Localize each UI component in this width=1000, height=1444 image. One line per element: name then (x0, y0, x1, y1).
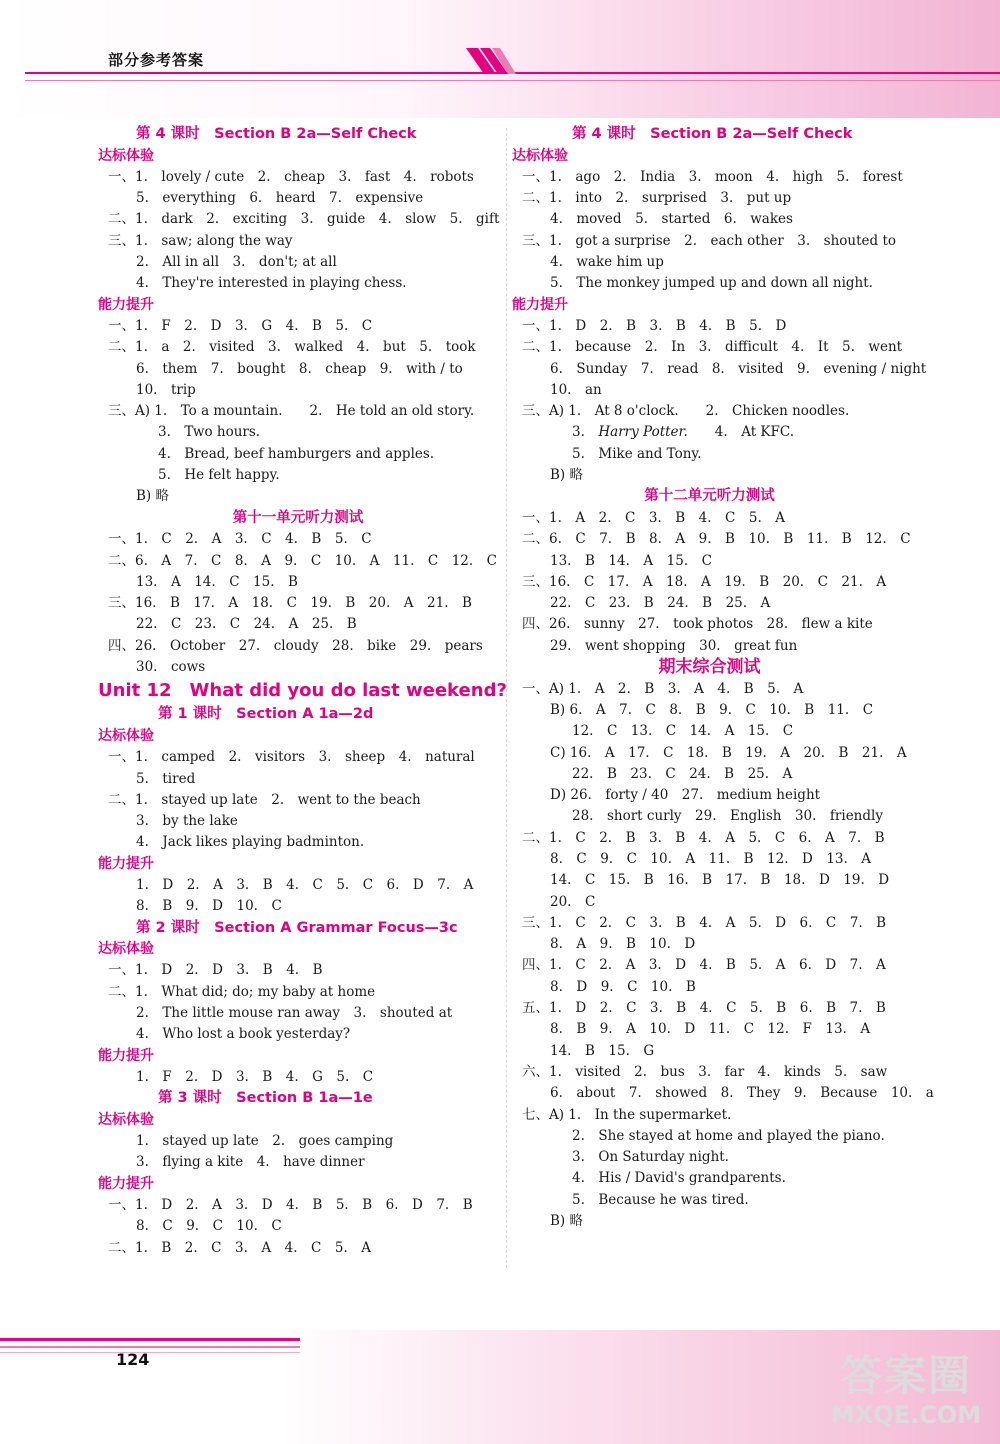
footer-rule (0, 1352, 300, 1353)
subsection-label: 达标体验 (512, 147, 568, 164)
answer-line: 四、26. October 27. cloudy 28. bike 29. pears (108, 637, 483, 654)
answer-line: 4. Bread, beef hamburgers and apples. (158, 445, 435, 462)
answer-line: 30. cows (136, 659, 206, 676)
answer-line: 4. wake him up (550, 254, 664, 271)
answer-line: 2. The little mouse ran away 3. shouted at (136, 1005, 453, 1022)
answer-line: 1. D 2. A 3. B 4. C 5. C 6. D 7. A (136, 876, 474, 893)
answer-line: 4. Who lost a book yesterday? (136, 1026, 351, 1043)
answer-line: 22. C 23. B 24. B 25. A (550, 595, 771, 612)
subsection-label: 能力提升 (98, 296, 154, 313)
watermark-logo-text: 答案圈 (839, 1351, 972, 1400)
subsection-label: 达标体验 (98, 147, 154, 164)
answer-line: 4. moved 5. started 6. wakes (550, 211, 793, 228)
answer-line: 6. Sunday 7. read 8. visited 9. evening / night (550, 360, 927, 377)
answer-line: 一、1. C 2. A 3. C 4. B 5. C (108, 531, 372, 548)
answer-line: 6. about 7. showed 8. They 9. Because 10. a (550, 1085, 934, 1102)
answer-line: 1. stayed up late 2. goes camping (136, 1133, 394, 1150)
subsection-label: 达标体验 (98, 1111, 154, 1128)
answer-line: 3. On Saturday night. (572, 1149, 729, 1166)
subsection-label: 能力提升 (98, 1047, 154, 1064)
answer-line: 2. She stayed at home and played the piano. (572, 1127, 885, 1144)
section-heading: 第 2 课时 Section A Grammar Focus—3c (136, 919, 458, 936)
subsection-label: 能力提升 (98, 1175, 154, 1192)
answer-line: 三、16. C 17. A 18. A 19. B 20. C 21. A (522, 573, 887, 590)
answer-line: 二、6. A 7. C 8. A 9. C 10. A 11. C 12. C (108, 552, 497, 569)
answers-left-column (98, 124, 507, 1259)
answer-line: 二、1. because 2. In 3. difficult 4. It 5. went (522, 339, 903, 356)
answer-line: 一、1. D 2. A 3. D 4. B 5. B 6. D 7. B (108, 1197, 473, 1214)
answer-line: 一、1. D 2. B 3. B 4. B 5. D (522, 317, 787, 334)
answer-line: 4. Jack likes playing badminton. (136, 834, 365, 851)
answer-line: B) 略 (136, 488, 169, 505)
answer-line: 3. Harry Potter. 4. At KFC. (572, 424, 795, 441)
watermark (818, 1352, 994, 1430)
answer-line: 5. The monkey jumped up and down all night. (550, 275, 873, 292)
answer-line: 1. F 2. D 3. B 4. G 5. C (136, 1068, 374, 1085)
subsection-label: 达标体验 (98, 941, 154, 958)
answer-line: 28. short curly 29. English 30. friendly (572, 808, 883, 825)
answer-line: 6. them 7. bought 8. cheap 9. with / to (136, 360, 463, 377)
answer-line: 二、1. B 2. C 3. A 4. C 5. A (108, 1239, 371, 1256)
answer-line: B) 6. A 7. C 8. B 9. C 10. B 11. C (550, 701, 874, 718)
answer-line: 14. C 15. B 16. B 17. B 18. D 19. D (550, 872, 890, 889)
answer-line: 5. tired (136, 770, 196, 787)
answer-line: 四、26. sunny 27. took photos 28. flew a kite (522, 616, 873, 633)
book-title: Harry Potter. (598, 424, 688, 441)
answer-line: 一、A) 1. A 2. B 3. A 4. B 5. A (522, 680, 804, 697)
answer-line: 二、1. stayed up late 2. went to the beach (108, 791, 421, 808)
answer-line: 一、1. A 2. C 3. B 4. C 5. A (522, 509, 785, 526)
answer-line: 13. B 14. A 15. C (550, 552, 712, 569)
answer-line: 三、A) 1. To a mountain. 2. He told an old story. (108, 403, 475, 420)
answer-line: 三、1. saw; along the way (108, 232, 293, 249)
answer-line: 二、1. C 2. B 3. B 4. A 5. C 6. A 7. B (522, 829, 885, 846)
answer-line: 三、16. B 17. A 18. C 19. B 20. A 21. B (108, 595, 472, 612)
answer-line: 二、1. What did; do; my baby at home (108, 983, 376, 1000)
answer-line: 六、1. visited 2. bus 3. far 4. kinds 5. saw (522, 1063, 888, 1080)
answer-line: 三、A) 1. At 8 o'clock. 2. Chicken noodles. (522, 403, 850, 420)
page-number: 124 (116, 1350, 150, 1369)
answer-line: 三、1. got a surprise 2. each other 3. shouted to (522, 232, 896, 249)
section-heading: 第 1 课时 Section A 1a—2d (158, 706, 374, 723)
answer-line: 三、1. C 2. C 3. B 4. A 5. D 6. C 7. B (522, 914, 887, 931)
subsection-label: 能力提升 (512, 296, 568, 313)
answer-line: 二、1. a 2. visited 3. walked 4. but 5. took (108, 339, 476, 356)
answer-line: 七、A) 1. In the supermarket. (522, 1106, 732, 1123)
answer-line: 5. everything 6. heard 7. expensive (136, 190, 424, 207)
section-heading: 期末综合测试 (658, 657, 761, 678)
section-heading: 第十二单元听力测试 (644, 488, 775, 505)
answer-line: 8. C 9. C 10. C (136, 1218, 282, 1235)
header-stripes-icon (462, 48, 516, 74)
answer-line: 五、1. D 2. C 3. B 4. C 5. B 6. B 7. B (522, 1000, 886, 1017)
answer-line: 一、1. lovely / cute 2. cheap 3. fast 4. robots (108, 168, 474, 185)
answer-line: 10. an (550, 381, 602, 398)
answer-line: 四、1. C 2. A 3. D 4. B 5. A 6. D 7. A (522, 957, 886, 974)
answer-line: 5. He felt happy. (158, 467, 280, 484)
answer-line: 5. Mike and Tony. (572, 445, 702, 462)
answer-line: 4. His / David's grandparents. (572, 1170, 786, 1187)
section-heading: 第 4 课时 Section B 2a—Self Check (572, 126, 853, 142)
answer-line: 8. A 9. B 10. D (550, 936, 696, 953)
section-heading: 第 4 课时 Section B 2a—Self Check (136, 126, 417, 142)
answer-line: 13. A 14. C 15. B (136, 573, 298, 590)
answer-line: 12. C 13. C 14. A 15. C (572, 723, 794, 740)
answer-line: 二、1. dark 2. exciting 3. guide 4. slow 5. gift (108, 211, 500, 228)
answer-line: 22. B 23. C 24. B 25. A (572, 765, 793, 782)
footer-rule (0, 1346, 300, 1348)
answer-line: 20. C (550, 893, 596, 910)
section-heading: 第 3 课时 Section B 1a—1e (158, 1090, 373, 1107)
answer-line: 29. went shopping 30. great fun (550, 637, 798, 654)
answer-line: 8. B 9. D 10. C (136, 898, 282, 915)
answer-line: 2. All in all 3. don't; at all (136, 254, 337, 271)
answer-line: B) 略 (550, 467, 583, 484)
answer-line: 8. D 9. C 10. B (550, 978, 696, 995)
answer-line: 8. B 9. A 10. D 11. C 12. F 13. A (550, 1021, 871, 1038)
answer-line: B) 略 (550, 1213, 583, 1230)
answer-line: 14. B 15. G (550, 1042, 655, 1059)
footer-rule (0, 1338, 300, 1341)
section-heading: 第十一单元听力测试 (232, 509, 364, 526)
answer-line: 一、1. D 2. D 3. B 4. B (108, 962, 323, 979)
answer-line: 10. trip (136, 381, 196, 398)
answer-line: 一、1. camped 2. visitors 3. sheep 4. natural (108, 749, 475, 766)
answer-line: D) 26. forty / 40 27. medium height (550, 787, 821, 804)
watermark-site-text: MXQE.COM (830, 1401, 982, 1429)
page-header-title: 部分参考答案 (108, 51, 205, 69)
answer-line: 一、1. ago 2. India 3. moon 4. high 5. forest (522, 168, 903, 185)
answer-line: 4. They're interested in playing chess. (136, 275, 407, 292)
answer-line: 3. flying a kite 4. have dinner (136, 1154, 365, 1171)
unit-title: Unit 12 What did you do last weekend? (98, 680, 507, 702)
answer-line: 二、1. into 2. surprised 3. put up (522, 190, 792, 207)
answer-line: 一、1. F 2. D 3. G 4. B 5. C (108, 317, 373, 334)
answer-line: 3. by the lake (136, 813, 238, 830)
subsection-label: 能力提升 (98, 855, 154, 872)
answer-line: 22. C 23. C 24. A 25. B (136, 616, 357, 633)
subsection-label: 达标体验 (98, 727, 154, 744)
answer-line: C) 16. A 17. C 18. B 19. A 20. B 21. A (550, 744, 907, 761)
answer-line: 3. Two hours. (158, 424, 261, 441)
answer-line: 8. C 9. C 10. A 11. B 12. D 13. A (550, 850, 872, 867)
answer-line: 二、6. C 7. B 8. A 9. B 10. B 11. B 12. C (522, 531, 911, 548)
answer-line: 5. Because he was tired. (572, 1191, 749, 1208)
answers-right-column (512, 124, 934, 1232)
